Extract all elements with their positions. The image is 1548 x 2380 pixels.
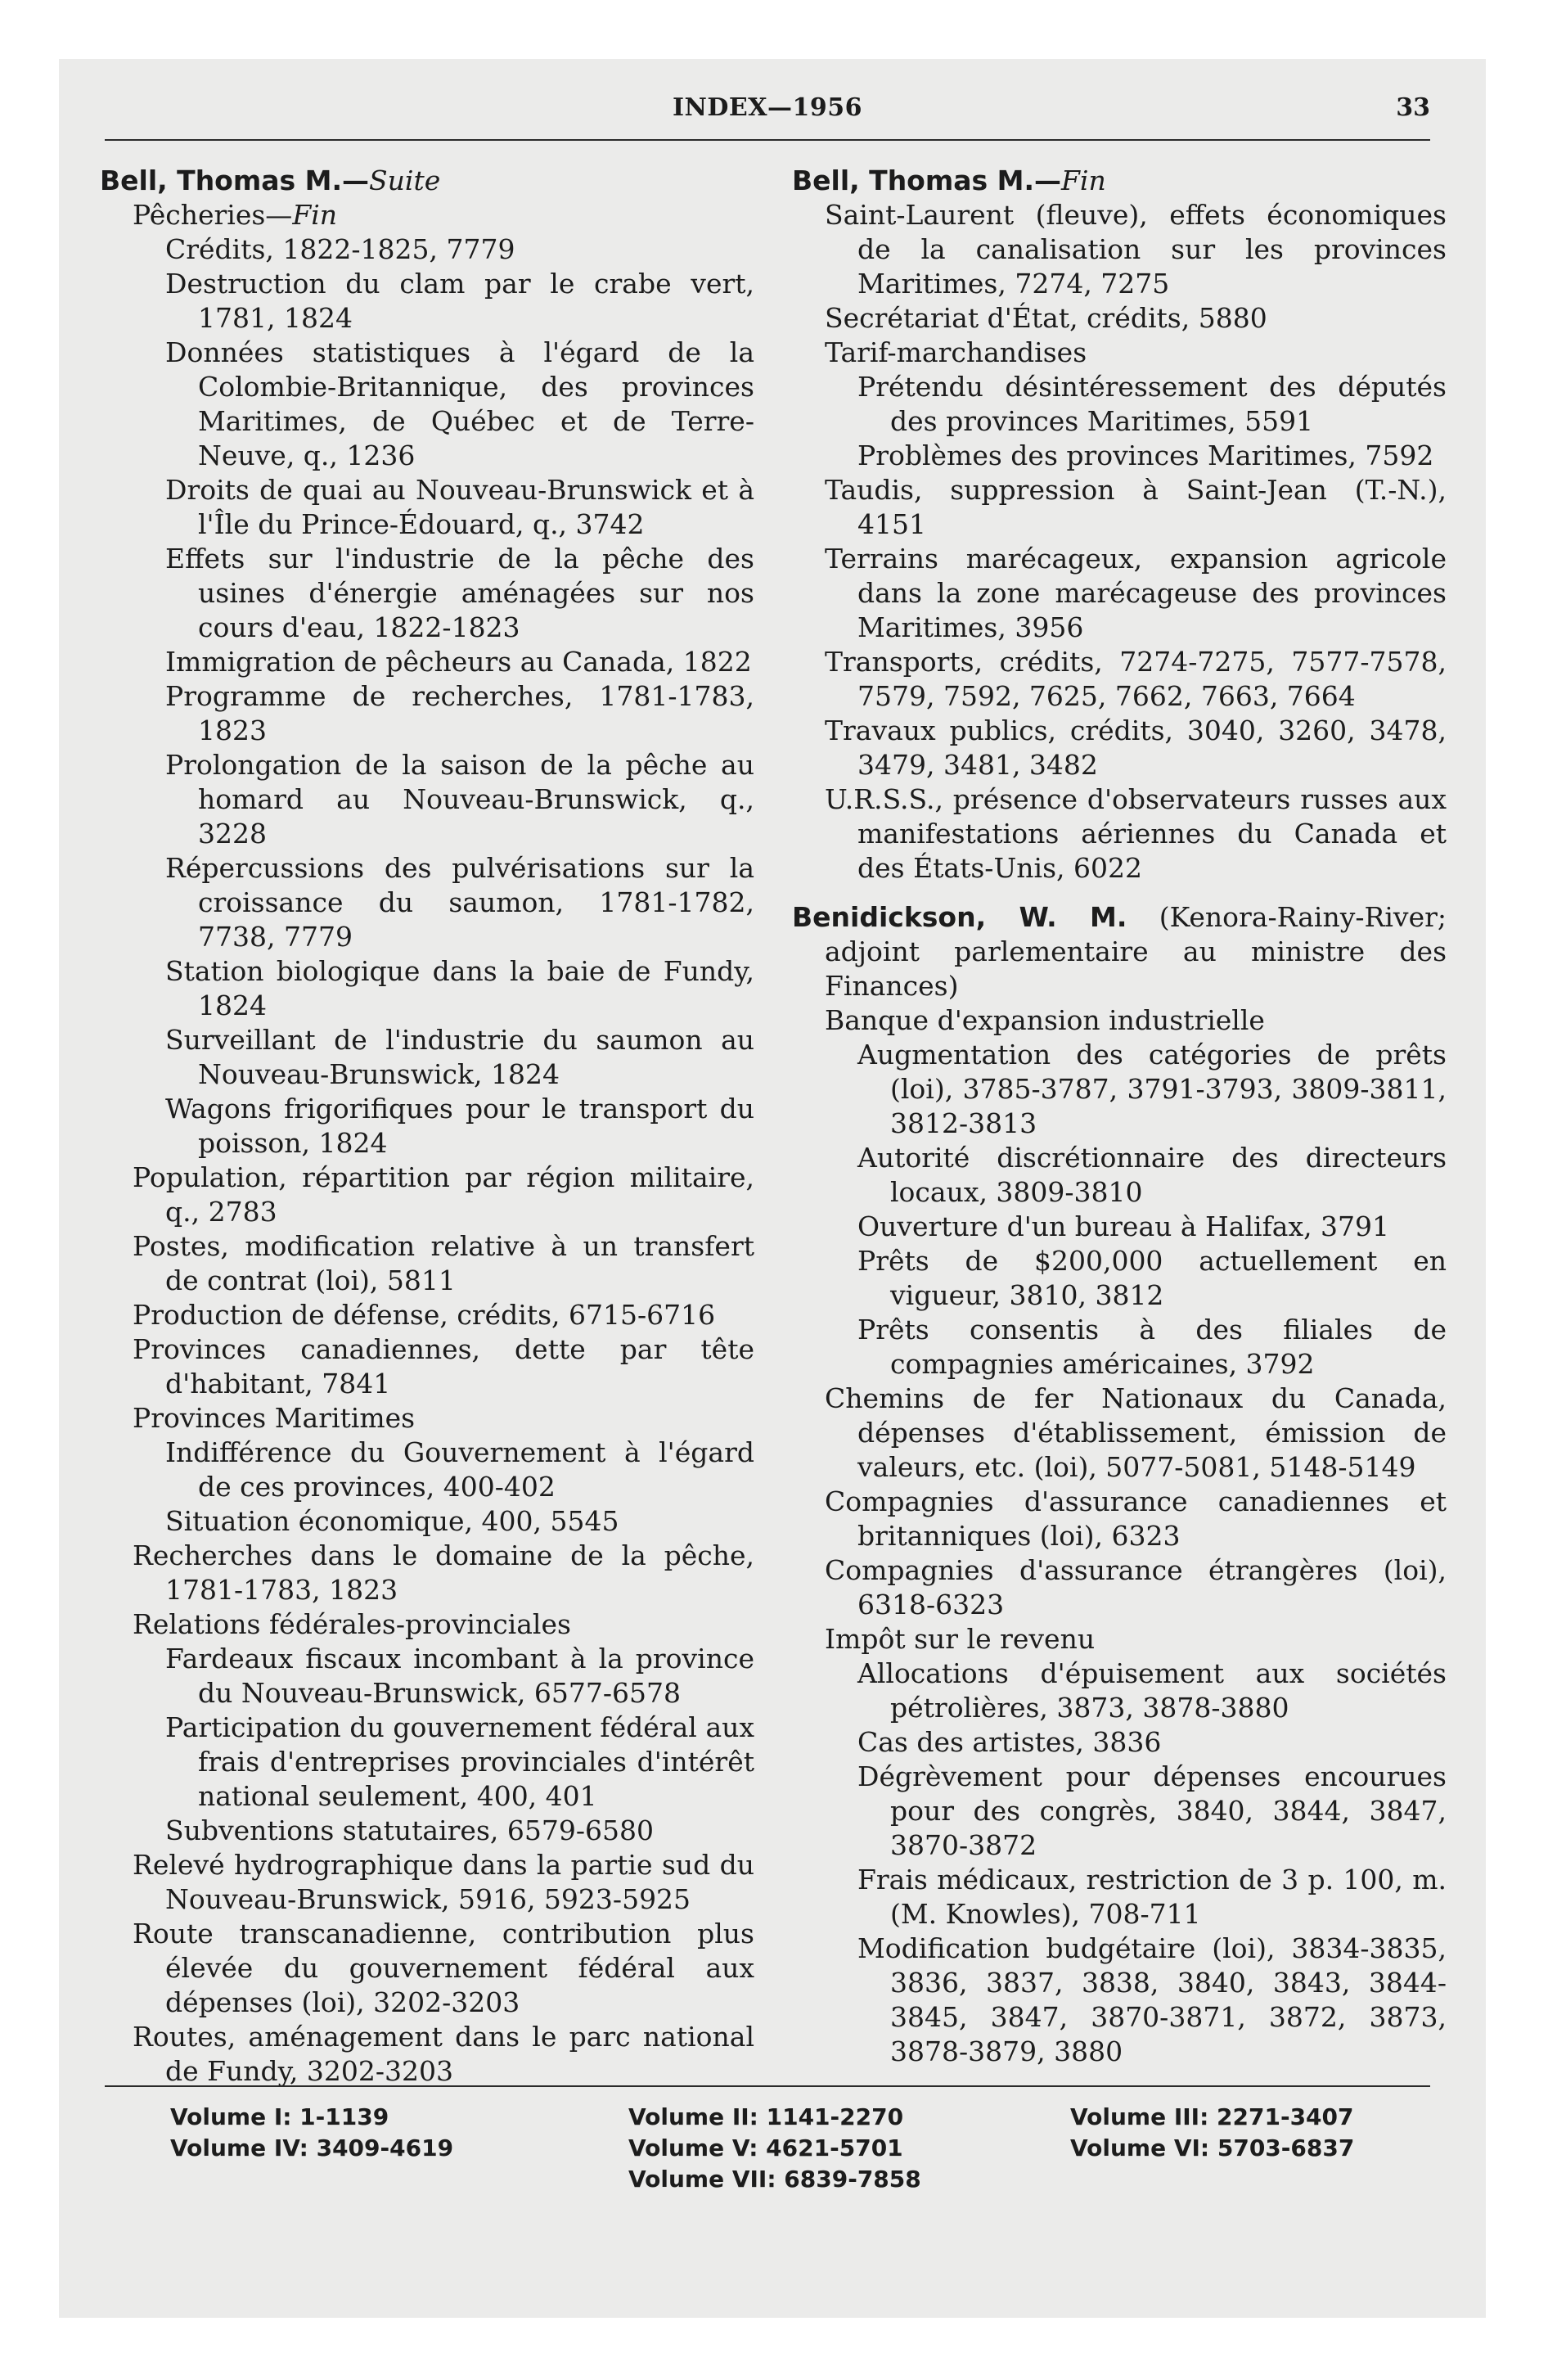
volume-range: Volume VII: 6839-7858: [628, 2166, 921, 2193]
footer-column-3: [1070, 2102, 1354, 2164]
entry-text: Problèmes des provinces Maritimes, 7592: [857, 439, 1434, 471]
index-entry: [100, 1539, 754, 1607]
entry-text: Surveillant de l'industrie du saumon au Nouveau-Brunswick, 1824: [165, 1024, 754, 1090]
index-entry: [100, 1298, 754, 1332]
index-entry: [100, 851, 754, 954]
volume-footer: [105, 2102, 1430, 2200]
index-entry: [792, 645, 1447, 714]
index-title: INDEX—1956: [672, 93, 863, 122]
entry-text: Subventions statutaires, 6579-6580: [165, 1814, 654, 1846]
right-index-column: [792, 164, 1447, 2069]
entry-text: Autorité discrétionnaire des directeurs locaux, 3809-3810: [857, 1142, 1447, 1208]
entry-text: Immigration de pêcheurs au Canada, 1822: [165, 646, 752, 678]
entry-text: Prêts de $200,000 actuellement en vigueur, 3810, 3812: [857, 1245, 1447, 1311]
index-entry: [100, 645, 754, 679]
volume-range: Volume I: 1-1139: [170, 2103, 389, 2130]
entry-text: Production de défense, crédits, 6715-6716: [133, 1299, 716, 1331]
volume-range: Volume V: 4621-5701: [628, 2134, 903, 2161]
entry-text: U.R.S.S., présence d'observateurs russes aux manifestations aériennes du Canada et des États-Unis, 6022: [825, 783, 1447, 884]
footer-column-1: [170, 2102, 453, 2164]
entry-text: Prolongation de la saison de la pêche au homard au Nouveau-Brunswick, q., 3228: [165, 749, 754, 850]
index-entry: [792, 1863, 1447, 1931]
index-entry: [100, 679, 754, 748]
entry-continuation: Fin: [1061, 165, 1106, 196]
index-entry: [100, 164, 754, 198]
index-entry: [792, 1485, 1447, 1553]
index-entry: [100, 1642, 754, 1711]
index-entry: [792, 336, 1447, 370]
entry-text: Ouverture d'un bureau à Halifax, 3791: [857, 1210, 1390, 1242]
entry-text: Wagons frigorifiques pour le transport du poisson, 1824: [165, 1093, 754, 1159]
index-entry: [100, 1607, 754, 1642]
entry-text: Population, répartition par région militaire, q., 2783: [133, 1161, 754, 1228]
entry-text: Travaux publics, crédits, 3040, 3260, 3478, 3479, 3481, 3482: [825, 714, 1447, 781]
entry-text: Impôt sur le revenu: [825, 1623, 1096, 1655]
page-number: 33: [1396, 93, 1430, 122]
entry-text: Bell, Thomas M.—: [100, 165, 370, 196]
entry-text: Destruction du clam par le crabe vert, 1781, 1824: [165, 268, 754, 334]
index-entry: [100, 1711, 754, 1814]
index-entry: [100, 1436, 754, 1504]
entry-text: Augmentation des catégories de prêts (loi), 3785-3787, 3791-3793, 3809-3811, 3812-3813: [857, 1039, 1447, 1139]
index-entry: [100, 1814, 754, 1848]
entry-text: Fardeaux fiscaux incombant à la province du Nouveau-Brunswick, 6577-6578: [165, 1643, 754, 1709]
index-entry: [792, 370, 1447, 439]
entry-text: Taudis, suppression à Saint-Jean (T.-N.), 4151: [825, 474, 1447, 540]
index-entry: [100, 1092, 754, 1161]
entry-text: Effets sur l'industrie de la pêche des usines d'énergie aménagées sur nos cours d'eau, 1822-1823: [165, 543, 754, 643]
index-entry: [792, 542, 1447, 645]
index-entry: [100, 1848, 754, 1917]
entry-text: Compagnies d'assurance canadiennes et britanniques (loi), 6323: [825, 1485, 1447, 1552]
entry-continuation: Fin: [292, 199, 338, 231]
index-entry: [792, 1382, 1447, 1485]
entry-text: Dégrèvement pour dépenses encourues pour des congrès, 3840, 3844, 3847, 3870-3872: [857, 1760, 1447, 1861]
entry-text: Cas des artistes, 3836: [857, 1726, 1162, 1758]
index-entry: [100, 267, 754, 336]
index-entry: [792, 1622, 1447, 1657]
volume-range: Volume III: 2271-3407: [1070, 2103, 1354, 2130]
entry-text: Répercussions des pulvérisations sur la croissance du saumon, 1781-1782, 7738, 7779: [165, 852, 754, 953]
entry-text: (Kenora-Rainy-River; adjoint parlementaire au ministre des Finances): [825, 901, 1447, 1002]
index-entry: [792, 1553, 1447, 1622]
index-entry: [792, 301, 1447, 336]
index-entry: [792, 900, 1447, 1003]
volume-range: Volume IV: 3409-4619: [170, 2134, 454, 2161]
entry-continuation: Suite: [369, 165, 441, 196]
index-entry: [100, 1917, 754, 2020]
index-entry: [792, 1210, 1447, 1244]
entry-text: Droits de quai au Nouveau-Brunswick et à l'Île du Prince-Édouard, q., 3742: [165, 474, 754, 540]
index-entry: [792, 1657, 1447, 1725]
index-entry: [792, 1244, 1447, 1313]
entry-text: Banque d'expansion industrielle: [825, 1004, 1265, 1036]
entry-text: Terrains marécageux, expansion agricole dans la zone marécageuse des provinces Maritimes, 3956: [825, 543, 1447, 643]
footer-rule: [105, 2085, 1430, 2087]
index-entry: [792, 1313, 1447, 1382]
entry-text: Provinces Maritimes: [133, 1402, 416, 1434]
index-entry: [792, 164, 1447, 198]
index-entry: [100, 748, 754, 851]
entry-text: Prétendu désintéressement des députés des provinces Maritimes, 5591: [857, 371, 1447, 437]
entry-text: Recherches dans le domaine de la pêche, 1781-1783, 1823: [133, 1539, 754, 1606]
entry-text: Prêts consentis à des filiales de compagnies américaines, 3792: [857, 1314, 1447, 1380]
entry-text: Transports, crédits, 7274-7275, 7577-7578, 7579, 7592, 7625, 7662, 7663, 7664: [825, 646, 1447, 712]
index-entry: [100, 2020, 754, 2089]
entry-text: Routes, aménagement dans le parc national de Fundy, 3202-3203: [133, 2021, 754, 2087]
entry-text: Participation du gouvernement fédéral aux frais d'entreprises provinciales d'intérêt national seulement, 400, 401: [165, 1711, 754, 1812]
entry-text: Compagnies d'assurance étrangères (loi), 6318-6323: [825, 1554, 1447, 1620]
index-entry: [100, 232, 754, 267]
running-header: [105, 90, 1430, 141]
entry-name: Benidickson, W. M.: [792, 901, 1127, 933]
index-entry: [792, 1038, 1447, 1141]
entry-text: Route transcanadienne, contribution plus élevée du gouvernement fédéral aux dépenses (loi), 3202-3203: [133, 1918, 754, 2018]
volume-range: Volume II: 1141-2270: [628, 2103, 904, 2130]
volume-range: Volume VI: 5703-6837: [1070, 2134, 1355, 2161]
entry-text: Situation économique, 400, 5545: [165, 1505, 619, 1537]
index-entry: [792, 782, 1447, 886]
entry-text: Programme de recherches, 1781-1783, 1823: [165, 680, 754, 746]
index-entry: [100, 198, 754, 232]
entry-text: Relations fédérales-provinciales: [133, 1608, 571, 1640]
index-entry: [100, 1161, 754, 1229]
index-entry: [792, 1931, 1447, 2069]
entry-text: Frais médicaux, restriction de 3 p. 100, m. (M. Knowles), 708-711: [857, 1864, 1447, 1930]
index-entry: [100, 954, 754, 1023]
entry-text: Bell, Thomas M.—: [792, 165, 1062, 196]
entry-text: Provinces canadiennes, dette par tête d'habitant, 7841: [133, 1333, 754, 1400]
entry-text: Relevé hydrographique dans la partie sud du Nouveau-Brunswick, 5916, 5923-5925: [133, 1849, 754, 1915]
index-entry: [792, 198, 1447, 301]
entry-text: Données statistiques à l'égard de la Colombie-Britannique, des provinces Maritimes, de Québec et de Terre-Neuve, q., 1236: [165, 336, 754, 471]
index-entry: [792, 1725, 1447, 1760]
entry-text: Postes, modification relative à un transfert de contrat (loi), 5811: [133, 1230, 754, 1296]
entry-text: Pêcheries—: [133, 199, 293, 231]
index-entry: [100, 1023, 754, 1092]
index-entry: [100, 1504, 754, 1539]
index-entry: [100, 1332, 754, 1401]
index-entry: [792, 439, 1447, 473]
index-entry: [792, 1003, 1447, 1038]
entry-text: Tarif-marchandises: [825, 336, 1087, 368]
index-entry: [100, 473, 754, 542]
footer-column-2: [628, 2102, 921, 2195]
entry-text: Saint-Laurent (fleuve), effets économiques de la canalisation sur les provinces Maritimes, 7274, 7275: [825, 199, 1447, 300]
entry-text: Secrétariat d'État, crédits, 5880: [825, 302, 1267, 334]
index-entry: [792, 1141, 1447, 1210]
left-index-column: [100, 164, 754, 2089]
entry-text: Indifférence du Gouvernement à l'égard de ces provinces, 400-402: [165, 1436, 754, 1503]
entry-text: Crédits, 1822-1825, 7779: [165, 233, 515, 265]
index-entry: [792, 473, 1447, 542]
index-entry: [100, 336, 754, 473]
entry-text: Allocations d'épuisement aux sociétés pétrolières, 3873, 3878-3880: [857, 1657, 1447, 1724]
index-entry: [792, 714, 1447, 782]
entry-text: Modification budgétaire (loi), 3834-3835, 3836, 3837, 3838, 3840, 3843, 3844-3845, 3847, 3870-3871, 3872, 3873, 3878-3879, 3880: [857, 1932, 1447, 2067]
index-entry: [100, 542, 754, 645]
entry-text: Station biologique dans la baie de Fundy, 1824: [165, 955, 754, 1021]
index-entry: [792, 1760, 1447, 1863]
index-entry: [100, 1401, 754, 1436]
index-entry: [100, 1229, 754, 1298]
entry-text: Chemins de fer Nationaux du Canada, dépenses d'établissement, émission de valeurs, etc. (loi), 5077-5081, 5148-5149: [825, 1382, 1447, 1483]
